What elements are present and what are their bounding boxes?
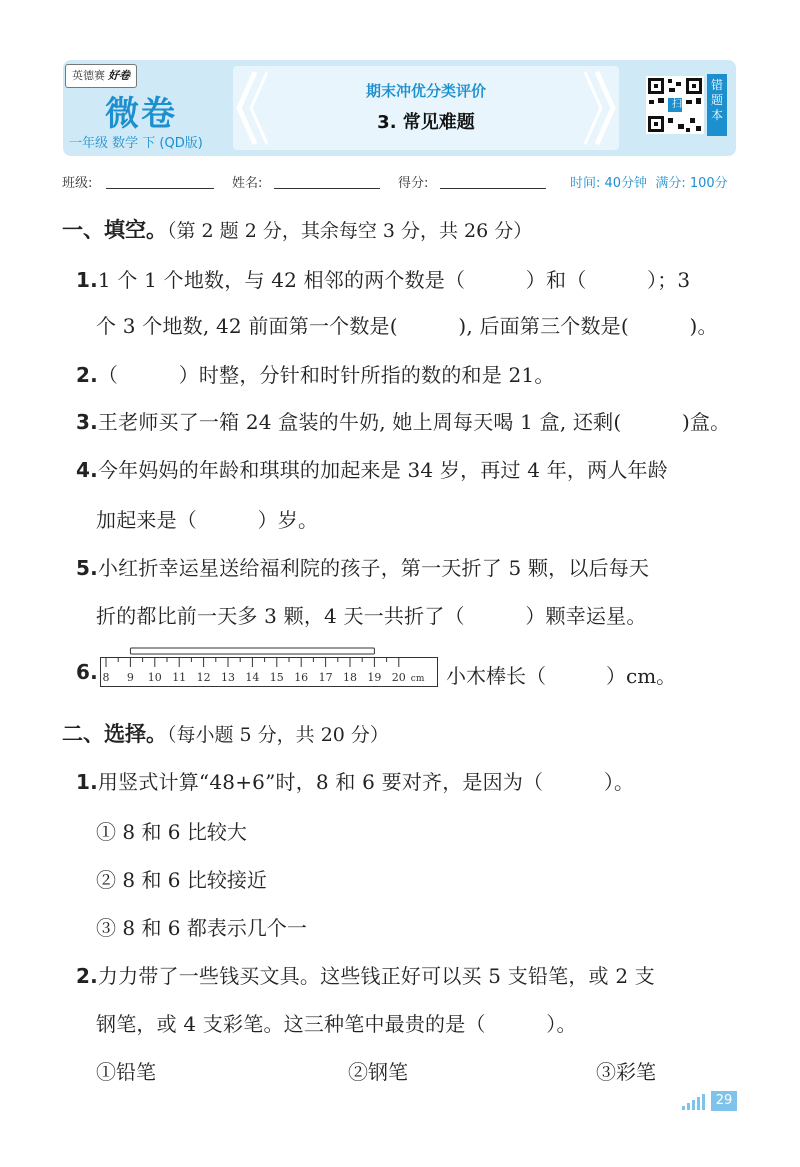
question-1-6-text: 小木棒长（ ）cm。 xyxy=(446,664,677,688)
brand-hao-text: 好卷 xyxy=(108,69,130,82)
ruler-tick-label: 15 xyxy=(269,671,284,684)
wooden-stick xyxy=(130,648,374,654)
time-info xyxy=(570,172,728,191)
question-2-1 xyxy=(76,766,634,795)
class-label: 班级: xyxy=(62,176,93,191)
question-1-1 xyxy=(76,264,690,293)
question-1-2 xyxy=(76,359,555,388)
question-number: 6. xyxy=(76,660,98,684)
ruler-tick-label: 14 xyxy=(245,671,260,684)
option-2-1-b[interactable]: ② 8 和 6 比较接近 xyxy=(96,868,267,892)
ruler-tick-label: 13 xyxy=(221,671,235,684)
title-panel xyxy=(233,66,619,150)
option-2-2-c[interactable]: ③彩笔 xyxy=(596,1060,656,1084)
ruler-tick-label: 18 xyxy=(343,671,357,684)
question-text: 用竖式计算“48+6”时，8 和 6 要对齐，是因为（ ）。 xyxy=(97,770,635,794)
option-2-1-a[interactable]: ① 8 和 6 比较大 xyxy=(96,820,247,844)
question-1-5-cont: 折的都比前一天多 3 颗，4 天一共折了（ ）颗幸运星。 xyxy=(96,604,647,628)
error-tag-char-1: 错 xyxy=(710,78,723,92)
ruler-tick-label: 9 xyxy=(126,671,134,684)
header-banner xyxy=(63,60,736,156)
exam-series: 期末冲优分类评价 xyxy=(365,82,486,100)
qr-center-label: 扫 xyxy=(672,99,682,110)
name-label: 姓名: xyxy=(232,176,263,191)
error-book-tag[interactable] xyxy=(707,74,727,136)
ruler-figure xyxy=(100,646,438,688)
question-1-1-cont: 个 3 个地数, 42 前面第一个数是( ), 后面第三个数是( )。 xyxy=(96,314,718,338)
question-1-6-number xyxy=(76,660,98,684)
question-2-2-cont: 钢笔，或 4 支彩笔。这三种笔中最贵的是（ ）。 xyxy=(96,1012,577,1036)
question-1-3 xyxy=(76,406,730,435)
question-text: 1 个 1 个地数，与 42 相邻的两个数是（ ）和（ ）；3 xyxy=(97,268,691,292)
brand-block xyxy=(63,60,223,156)
ruler-tick-label: 8 xyxy=(102,671,110,684)
time-limit: 时间: 40分钟 xyxy=(570,176,648,191)
question-text: 小红折幸运星送给福利院的孩子，第一天折了 5 颗，以后每天 xyxy=(97,556,650,580)
signal-bars-icon xyxy=(682,1092,710,1112)
question-number: 4. xyxy=(76,458,98,482)
section-1-heading xyxy=(62,214,532,244)
question-2-2 xyxy=(76,960,655,989)
brand-tag xyxy=(65,64,137,88)
brand-title: 微卷 xyxy=(105,94,177,134)
ruler-tick-label: 20 xyxy=(391,671,406,684)
question-number: 1. xyxy=(76,770,98,794)
ruler-tick-label: 11 xyxy=(172,671,187,684)
question-text: （ ）时整，分针和时针所指的数的和是 21。 xyxy=(97,363,555,387)
section-1-title: 一、填空。 xyxy=(62,218,167,242)
question-1-4-cont: 加起来是（ ）岁。 xyxy=(96,508,319,532)
ruler-tick-label: 16 xyxy=(294,671,309,684)
error-tag-char-2: 题 xyxy=(710,93,723,107)
score-field[interactable] xyxy=(440,188,546,189)
error-tag-char-3: 本 xyxy=(710,108,723,122)
full-score: 满分: 100分 xyxy=(655,176,728,191)
class-field[interactable] xyxy=(106,188,214,189)
question-number: 1. xyxy=(76,268,98,292)
section-2-note: （每小题 5 分，共 20 分） xyxy=(167,724,389,746)
ruler-tick-label: 19 xyxy=(367,671,382,684)
option-2-2-a[interactable]: ①铅笔 xyxy=(96,1060,156,1084)
ruler-tick-label: 17 xyxy=(318,671,333,684)
question-number: 2. xyxy=(76,964,98,988)
page-number: 29 xyxy=(711,1091,737,1111)
option-2-1-c[interactable]: ③ 8 和 6 都表示几个一 xyxy=(96,916,307,940)
question-number: 5. xyxy=(76,556,98,580)
grade-label: 一年级 数学 下 (QD版) xyxy=(69,136,203,151)
question-number: 2. xyxy=(76,363,98,387)
ruler-unit-label: cm xyxy=(410,674,425,684)
question-text: 力力带了一些钱买文具。这些钱正好可以买 5 支铅笔，或 2 支 xyxy=(97,964,656,988)
name-field[interactable] xyxy=(274,188,380,189)
score-label: 得分: xyxy=(398,176,429,191)
question-text: 王老师买了一箱 24 盒装的牛奶, 她上周每天喝 1 盒, 还剩( )盒。 xyxy=(97,410,731,434)
section-1-note: （第 2 题 2 分，其余每空 3 分，共 26 分） xyxy=(167,220,533,242)
question-number: 3. xyxy=(76,410,98,434)
option-2-2-b[interactable]: ②钢笔 xyxy=(348,1060,408,1084)
ruler-tick-label: 12 xyxy=(196,671,211,684)
brand-tag-text: 英德赛 xyxy=(72,69,105,82)
question-text: 今年妈妈的年龄和琪琪的加起来是 34 岁，再过 4 年，两人年龄 xyxy=(97,458,668,482)
section-2-title: 二、选择。 xyxy=(62,722,167,746)
ruler-tick-label: 10 xyxy=(147,671,162,684)
qr-code-icon[interactable] xyxy=(646,76,704,134)
question-1-4 xyxy=(76,454,668,483)
question-1-5 xyxy=(76,552,649,581)
section-2-heading xyxy=(62,718,389,748)
exam-title: 3. 常见难题 xyxy=(377,112,475,133)
